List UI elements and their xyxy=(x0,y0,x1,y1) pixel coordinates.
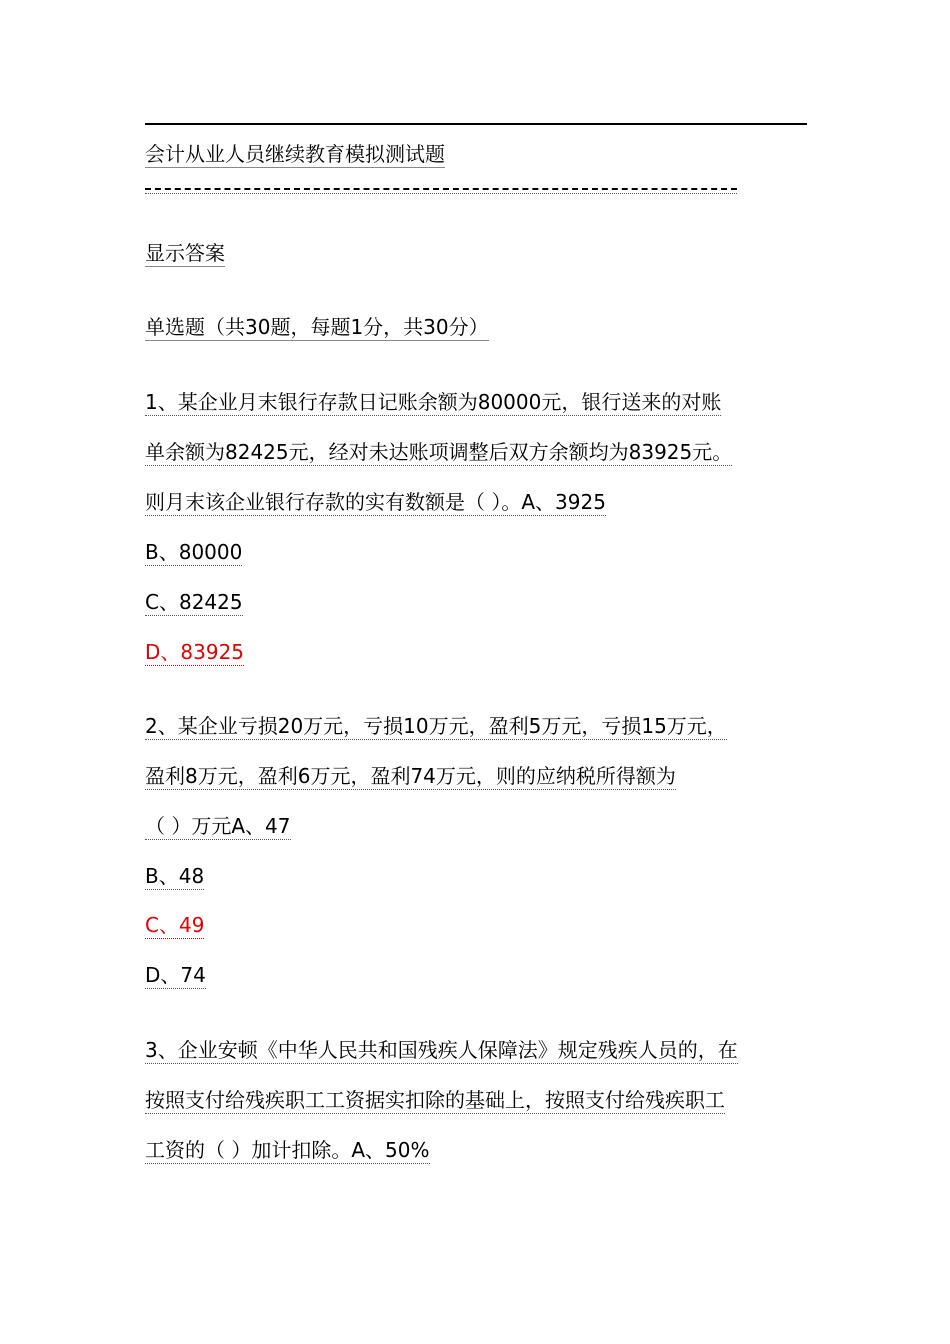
question-3-line-2: 按照支付给残疾职工工资据实扣除的基础上，按照支付给残疾职工 xyxy=(145,1088,725,1112)
question-1-line-3: 则月末该企业银行存款的实有数额是（ ）。A、3925 xyxy=(145,490,606,514)
question-1-option-c[interactable]: C、82425 xyxy=(145,590,243,614)
document-title: 会计从业人员继续教育模拟测试题 xyxy=(145,142,445,166)
question-3-line-1: 3、企业安顿《中华人民共和国残疾人保障法》规定残疾人员的，在 xyxy=(145,1038,738,1062)
question-2-option-d[interactable]: D、74 xyxy=(145,963,206,987)
question-1-line-1: 1、某企业月末银行存款日记账余额为80000元，银行送来的对账 xyxy=(145,390,722,414)
question-1-option-b[interactable]: B、80000 xyxy=(145,540,243,564)
question-2-line-2: 盈利8万元，盈利6万元，盈利74万元，则的应纳税所得额为 xyxy=(145,764,676,788)
question-1-option-d-correct[interactable]: D、83925 xyxy=(145,640,245,664)
section-header: 单选题（共30题，每题1分，共30分） xyxy=(145,315,489,339)
top-rule xyxy=(145,123,807,125)
dashed-separator xyxy=(145,188,737,196)
question-3-line-3: 工资的（ ）加计扣除。A、50% xyxy=(145,1138,430,1162)
question-2-line-1: 2、某企业亏损20万元，亏损10万元，盈利5万元，亏损15万元， xyxy=(145,714,727,738)
question-1-line-2: 单余额为82425元，经对未达账项调整后双方余额均为83925元。 xyxy=(145,440,733,464)
question-2-option-b[interactable]: B、48 xyxy=(145,864,205,888)
question-2-option-c-correct[interactable]: C、49 xyxy=(145,913,205,937)
show-answer-link[interactable]: 显示答案 xyxy=(145,241,225,265)
question-2-line-3: （ ）万元A、47 xyxy=(145,814,291,838)
